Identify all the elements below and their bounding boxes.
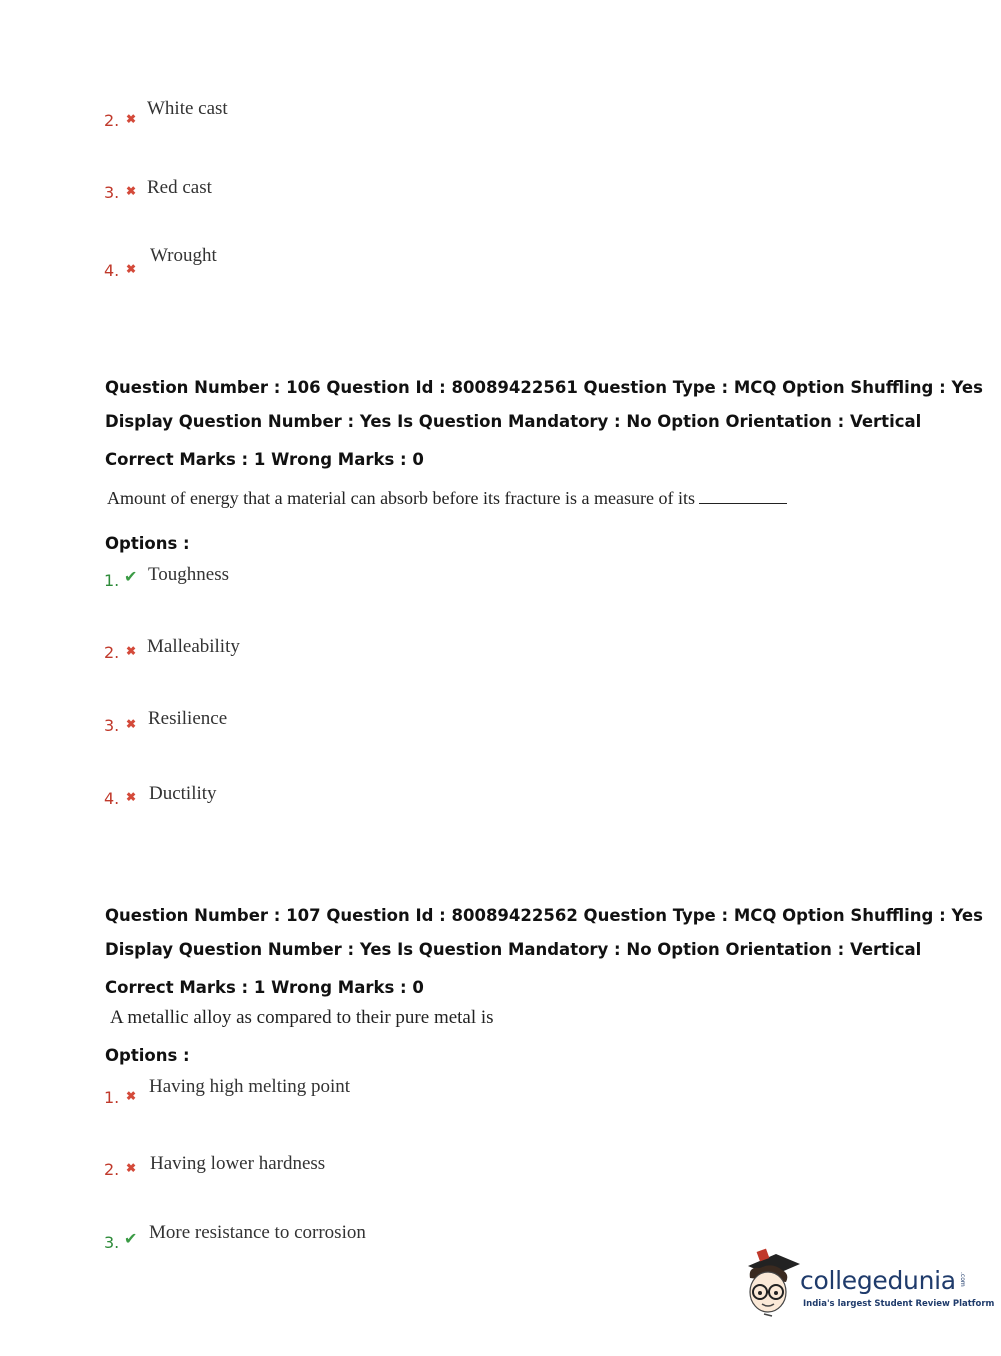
check-mark-icon: ✔ bbox=[124, 569, 138, 586]
q107-meta-line2: Display Question Number : Yes Is Question Mandatory : No Option Orientation : Vertical bbox=[105, 940, 922, 959]
cross-mark-icon: ✖ bbox=[126, 1089, 137, 1103]
cross-mark-icon: ✖ bbox=[126, 262, 137, 276]
option-text: Having lower hardness bbox=[150, 1153, 326, 1174]
option-number: 1. bbox=[104, 571, 120, 590]
cross-mark-icon: ✖ bbox=[126, 1161, 137, 1175]
option-number: 2. bbox=[104, 643, 120, 662]
q106-question-text bbox=[107, 488, 787, 509]
option-number: 3. bbox=[104, 1233, 120, 1252]
check-mark-icon: ✔ bbox=[124, 1231, 138, 1248]
option-number: 1. bbox=[104, 1088, 120, 1107]
option-number: 4. bbox=[104, 261, 120, 280]
brand-logo bbox=[742, 1248, 995, 1320]
answer-blank bbox=[699, 503, 787, 504]
cross-mark-icon: ✖ bbox=[126, 112, 137, 126]
option-number: 3. bbox=[104, 716, 120, 735]
q107-question-text: A metallic alloy as compared to their pure metal is bbox=[110, 1007, 494, 1028]
q106-marks: Correct Marks : 1 Wrong Marks : 0 bbox=[105, 450, 424, 469]
q107-marks: Correct Marks : 1 Wrong Marks : 0 bbox=[105, 978, 424, 997]
question-text: Amount of energy that a material can absorb before its fracture is a measure of its bbox=[107, 488, 695, 508]
option-number: 2. bbox=[104, 1160, 120, 1179]
q106-options-label: Options : bbox=[105, 534, 190, 553]
mascot-icon bbox=[742, 1248, 802, 1318]
cross-mark-icon: ✖ bbox=[126, 644, 137, 658]
option-number: 2. bbox=[104, 111, 120, 130]
brand-suffix: .com bbox=[959, 1272, 966, 1287]
brand-name: collegedunia bbox=[800, 1266, 956, 1295]
q106-meta-line1: Question Number : 106 Question Id : 80089422561 Question Type : MCQ Option Shuffling : Yes bbox=[105, 378, 983, 397]
cross-mark-icon: ✖ bbox=[126, 790, 137, 804]
option-text: More resistance to corrosion bbox=[149, 1222, 366, 1243]
option-text: Red cast bbox=[147, 177, 212, 198]
option-number: 3. bbox=[104, 183, 120, 202]
q107-options-label: Options : bbox=[105, 1046, 190, 1065]
brand-tagline: India's largest Student Review Platform bbox=[803, 1299, 995, 1309]
q106-meta-line2: Display Question Number : Yes Is Question Mandatory : No Option Orientation : Vertical bbox=[105, 412, 922, 431]
q107-meta-line1: Question Number : 107 Question Id : 80089422562 Question Type : MCQ Option Shuffling : Yes bbox=[105, 906, 983, 925]
cross-mark-icon: ✖ bbox=[126, 184, 137, 198]
option-number: 4. bbox=[104, 789, 120, 808]
option-text: White cast bbox=[147, 98, 228, 119]
option-text: Ductility bbox=[149, 783, 217, 804]
option-text: Malleability bbox=[147, 636, 240, 657]
cross-mark-icon: ✖ bbox=[126, 717, 137, 731]
option-text: Resilience bbox=[148, 708, 228, 729]
option-text: Having high melting point bbox=[149, 1076, 351, 1097]
option-text: Toughness bbox=[148, 564, 230, 585]
option-text: Wrought bbox=[150, 245, 217, 266]
